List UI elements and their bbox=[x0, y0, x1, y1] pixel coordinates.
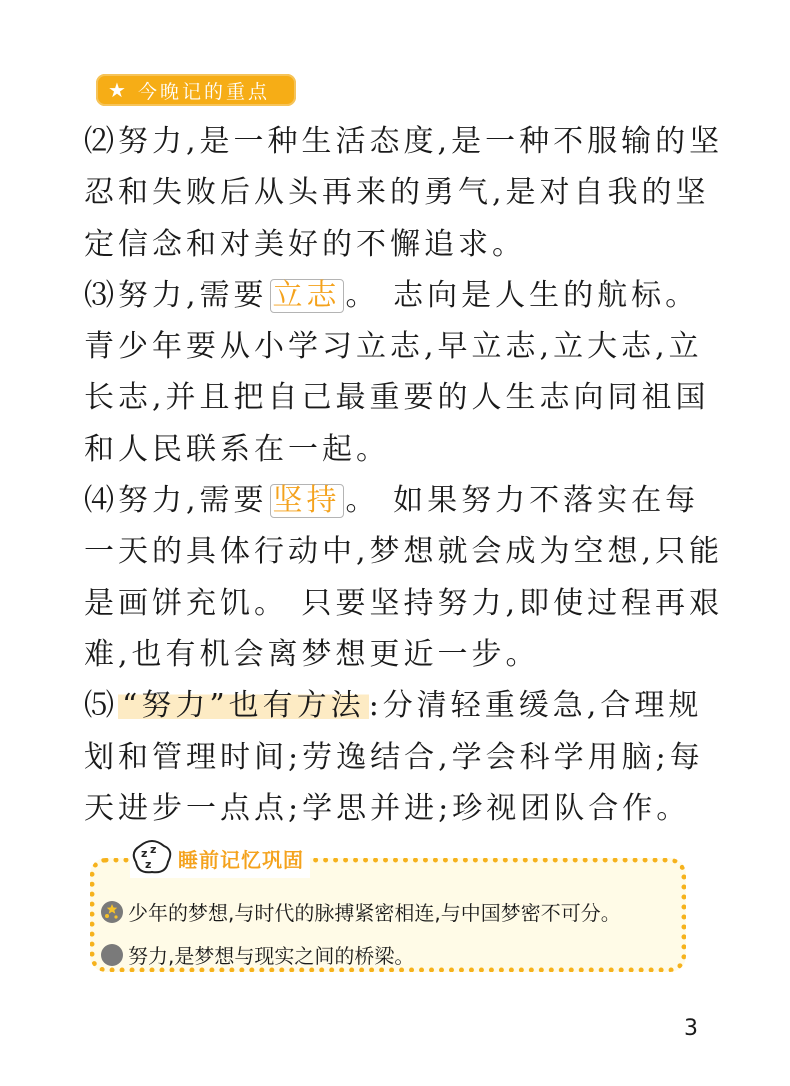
paragraph-5 bbox=[84, 680, 724, 834]
body-text bbox=[84, 116, 724, 834]
paragraph-3 bbox=[84, 270, 724, 475]
boxed-keyword: 坚持 bbox=[270, 484, 344, 518]
paragraph-lead: 努力,需要 bbox=[118, 483, 268, 519]
boxed-keyword: 立志 bbox=[270, 279, 344, 313]
memo-header bbox=[130, 838, 310, 878]
paragraph-number: ⑵ bbox=[84, 124, 118, 159]
memo-item-text: 少年的梦想,与时代的脉搏紧密相连,与中国梦密不可分。 bbox=[128, 901, 621, 925]
highlighted-phrase: “努力”也有方法 bbox=[118, 688, 369, 723]
key-points-badge bbox=[96, 74, 296, 106]
memo-item-text: 努力,是梦想与现实之间的桥梁。 bbox=[128, 944, 415, 968]
paragraph-number: ⑸ bbox=[84, 688, 118, 724]
svg-text:z: z bbox=[150, 843, 157, 856]
paragraph-lead: 努力,需要 bbox=[118, 277, 268, 313]
paragraph-number: ⑶ bbox=[84, 277, 118, 313]
paragraph-text: 。 志向是人生的航标。 青少年要从小学习立志,早立志,立大志,立长志,并且把自己最重要的人生志向同祖国和人民联系在一起。 bbox=[84, 277, 710, 467]
paragraph-number: ⑷ bbox=[84, 483, 118, 519]
key-points-title: 今晚记的重点 bbox=[137, 80, 270, 103]
memo-item-1 bbox=[100, 897, 621, 926]
paragraph-text: 。 如果努力不落实在每一天的具体行动中,梦想就会成为空想,只能是画饼充饥。 只要坚持努力,即使过程再艰难,也有机会离梦想更近一步。 bbox=[84, 483, 724, 672]
memo-title: 睡前记忆巩固 bbox=[178, 847, 304, 872]
paragraph-text: 努力,是一种生活态度,是一种不服输的坚忍和失败后从头再来的勇气,是对自我的坚定信念和对美好的不懈追求。 bbox=[84, 124, 724, 262]
star-icon: ★ bbox=[108, 78, 126, 102]
moon-stars-icon bbox=[100, 900, 124, 924]
zzz-icon bbox=[130, 838, 174, 878]
svg-text:z: z bbox=[145, 858, 152, 871]
svg-text:z: z bbox=[141, 847, 148, 860]
paragraph-2 bbox=[84, 116, 724, 270]
page-number: 3 bbox=[684, 1016, 698, 1041]
paragraph-4 bbox=[84, 475, 724, 680]
paragraph-text: :分清轻重缓急,合理规划和管理时间;劳逸结合,学会科学用脑;每天进步一点点;学思并进;珍视团队合作。 bbox=[84, 688, 704, 826]
crescent-moon-icon bbox=[100, 943, 124, 967]
memo-item-2 bbox=[100, 940, 414, 969]
